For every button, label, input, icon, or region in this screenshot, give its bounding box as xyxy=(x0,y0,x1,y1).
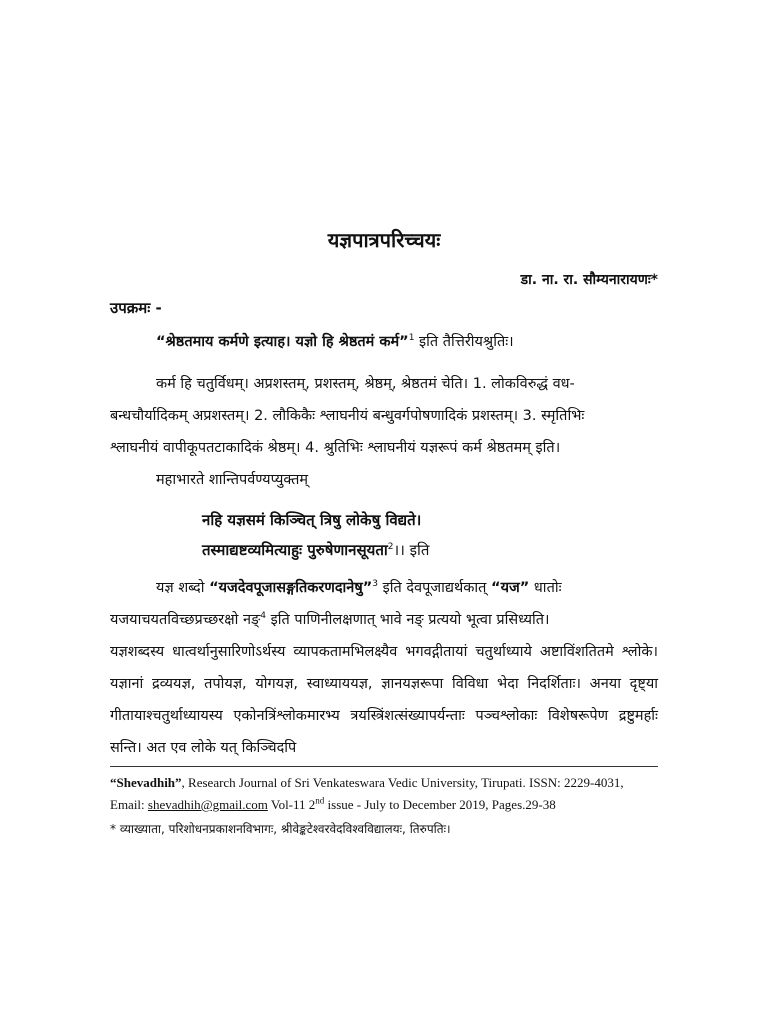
author-name: डा. ना. रा. सौम्यनारायणः* xyxy=(520,272,658,288)
author-footnote: * व्याख्याता, परिशोधनप्रकाशनविभागः, श्रीवेङ्कटेश्वरवेदविश्वविद्यालयः, तिरुपतिः। xyxy=(110,822,451,836)
quote-text: “श्रेष्ठतमाय कर्मणे इत्याह। यज्ञो हि श्रेष्ठतमं कर्म” xyxy=(156,334,409,350)
footnote-ref-2: 2 xyxy=(387,542,394,552)
paragraph-1-line-1: कर्म हि चतुर्विधम्। अप्रशस्तम्, प्रशस्तम्, श्रेष्ठम्, श्रेष्ठतमं चेति। 1. लोकविरुद्धं वध- xyxy=(156,376,575,392)
journal-details: , Research Journal of Sri Venkateswara Vedic University, Tirupati. ISSN: 2229-4031, xyxy=(181,775,624,790)
journal-name: “Shevadhih” xyxy=(110,775,182,790)
verse-line-2 xyxy=(202,534,429,566)
verse-line-2-text: तस्माद्यष्टव्यमित्याहुः पुरुषेणानसूयता xyxy=(202,541,388,559)
dhatu-quote: “यजदेवपूजासङ्गतिकरणदानेषु” xyxy=(209,580,373,596)
paragraph-1-line-2: बन्धचौर्यादिकम् अप्रशस्तम्। 2. लौकिकैः श्लाघनीयं बन्धुवर्गपोषणादिकं प्रशस्तम्। 3. स्मृतिभिः xyxy=(110,408,585,424)
verse-tail: ।। इति xyxy=(393,541,430,559)
footnote-ref-3: 3 xyxy=(372,579,378,590)
paragraph-2-end: धातोः xyxy=(529,580,562,596)
footnote-ref-1: 1 xyxy=(408,333,415,344)
yaj-quote: “यज” xyxy=(491,580,530,596)
paragraph-1 xyxy=(110,368,658,464)
mahabharata-intro xyxy=(110,464,658,496)
paragraph-2-start: यज्ञ शब्दो xyxy=(156,580,210,596)
paragraph-2 xyxy=(110,572,658,636)
article-title: यज्ञपात्रपरिच्चयः xyxy=(327,228,441,252)
footnote-ref-4: 4 xyxy=(260,611,266,622)
paragraph-3: यज्ञशब्दस्य धात्वर्थानुसारिणोऽर्थस्य व्यापकतामभिलक्ष्यैव भगवद्गीतायां चतुर्थाध्याये अष्टाविंशतितमे श्लोके। यज्ञानां द्रव्ययज्ञ, तपोयज्ञ, योगयज्ञ, स्वाध्याययज्ञ, ज्ञानयज्ञरूपा विविधा भेदा निदर्शिताः। अनया दृष्ट्या गीतायाश्चतुर्थाध्यायस्य एकोनत्रिंश्लोकमारभ्य त्रयस्त्रिंशत्संख्यापर्यन्ताः पञ्चश्लोकाः विशेषरूपेण द्रष्टुमर्हाः सन्ति। अत एव लोके यत् किञ्चिदपि xyxy=(110,644,658,756)
issue-text: issue - July to December 2019, Pages.29-38 xyxy=(324,797,556,812)
paragraph-2-line-2a: यजयाचयतविच्छप्रच्छरक्षो नङ् xyxy=(110,612,261,628)
email-label: Email: xyxy=(110,797,148,812)
journal-footnote xyxy=(110,772,670,816)
email-link[interactable]: shevadhih@gmail.com xyxy=(147,797,268,812)
quote-paragraph xyxy=(110,326,658,358)
section-heading: उपक्रमः - xyxy=(110,299,162,317)
verse-line-1: नहि यज्ञसमं किञ्चित् त्रिषु लोकेषु विद्यते। xyxy=(202,511,422,529)
mahabharata-text: महाभारते शान्तिपर्वण्यप्युक्तम् xyxy=(156,472,309,488)
ordinal-suffix: nd xyxy=(315,795,325,806)
footnote-divider xyxy=(110,766,658,767)
paragraph-2-line-2b: इति पाणिनीलक्षणात् भावे नङ् प्रत्ययो भूत्वा प्रसिध्यति। xyxy=(266,612,550,628)
quote-source: इति तैत्तिरीयश्रुतिः। xyxy=(414,334,514,350)
paragraph-2-mid: इति देवपूजाद्यर्थकात् xyxy=(378,580,492,596)
paragraph-1-line-3: श्लाघनीयं वापीकूपतटाकादिकं श्रेष्ठम्। 4. श्रुतिभिः श्लाघनीयं यज्ञरूपं कर्म श्रेष्ठतमम् इति। xyxy=(110,440,561,456)
volume-text: Vol-11 2 xyxy=(267,797,316,812)
